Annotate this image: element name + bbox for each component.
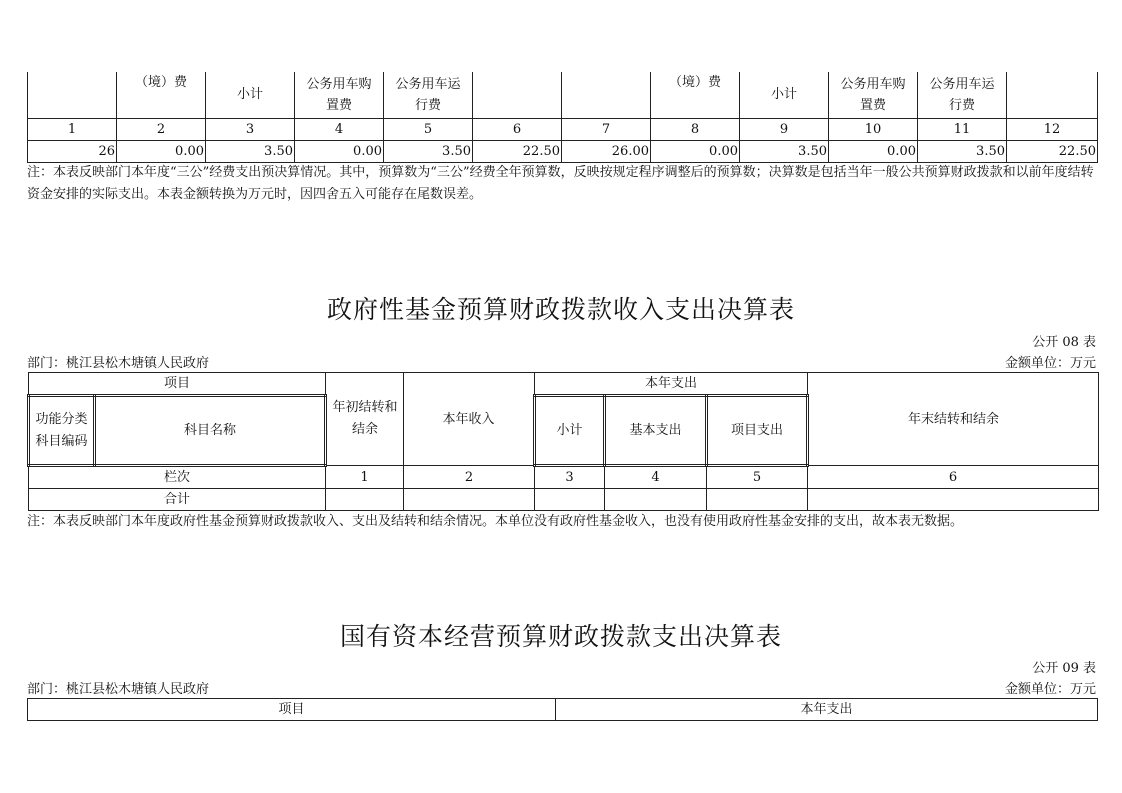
row-label: 栏次 xyxy=(29,466,326,489)
header-cell: 公务用车运行费 xyxy=(918,72,1007,118)
header-cell: 公务用车运行费 xyxy=(384,72,473,118)
col-number: 6 xyxy=(473,118,562,140)
value-cell: 0.00 xyxy=(829,140,918,162)
total-label: 合计 xyxy=(29,489,326,511)
value-cell: 3.50 xyxy=(384,140,473,162)
form-number: 公开 09 表 xyxy=(1032,661,1096,676)
fund-table xyxy=(27,372,1099,511)
col-number: 6 xyxy=(808,466,1099,489)
sangong-note: 注：本表反映部门本年度“三公”经费支出预决算情况。其中，预算数为“三公”经费全年预算数，反映按规定程序调整后的预算数；决算数是包括当年一般公共预算财政拨款和以前年度结转资金安排的实际支出。本表金额转换为万元时，因四舍五入可能存在尾数误差。 xyxy=(27,165,1094,202)
total-cell xyxy=(808,489,1099,511)
total-cell xyxy=(404,489,535,511)
header-project: 项目支出 xyxy=(707,396,808,466)
column-number-row xyxy=(28,118,1098,140)
header-expense: 本年支出 xyxy=(556,699,1098,721)
value-cell: 22.50 xyxy=(1007,140,1098,162)
form-number: 公开 08 表 xyxy=(1032,335,1096,350)
header-cell xyxy=(28,72,117,118)
value-row xyxy=(28,140,1098,162)
value-cell: 0.00 xyxy=(651,140,740,162)
header-carry-out: 年末结转和结余 xyxy=(808,373,1099,466)
header-code: 功能分类科目编码 xyxy=(29,396,95,466)
col-number: 5 xyxy=(384,118,473,140)
state-capital-table xyxy=(27,698,1098,721)
sangong-table xyxy=(27,72,1098,163)
department-label: 部门：桃江县松木塘镇人民政府 xyxy=(27,356,210,371)
unit-label: 金额单位：万元 xyxy=(1004,356,1096,371)
col-number: 1 xyxy=(28,118,117,140)
value-cell: 3.50 xyxy=(740,140,829,162)
col-number: 4 xyxy=(295,118,384,140)
header-cell: 公务用车购置费 xyxy=(829,72,918,118)
col-number: 12 xyxy=(1007,118,1098,140)
unit-label: 金额单位：万元 xyxy=(1004,682,1096,697)
col-number: 3 xyxy=(206,118,295,140)
table-header-row xyxy=(28,72,1098,118)
header-income: 本年收入 xyxy=(404,373,535,466)
header-name: 科目名称 xyxy=(95,396,326,466)
col-number: 2 xyxy=(404,466,535,489)
header-cell: （境）费 xyxy=(651,72,740,118)
header-cell: 公务用车购置费 xyxy=(295,72,384,118)
total-cell xyxy=(707,489,808,511)
state-capital-table-title: 国有资本经营预算财政拨款支出决算表 xyxy=(339,622,782,651)
value-cell: 3.50 xyxy=(918,140,1007,162)
col-number: 8 xyxy=(651,118,740,140)
col-number: 1 xyxy=(326,466,404,489)
value-cell: 22.50 xyxy=(473,140,562,162)
header-cell xyxy=(473,72,562,118)
col-number: 9 xyxy=(740,118,829,140)
col-number: 11 xyxy=(918,118,1007,140)
value-cell: 0.00 xyxy=(295,140,384,162)
value-cell: 26.00 xyxy=(562,140,651,162)
fund-note: 注：本表反映部门本年度政府性基金预算财政拨款收入、支出及结转和结余情况。本单位没有政府性基金收入，也没有使用政府性基金安排的支出，故本表无数据。 xyxy=(27,514,964,529)
header-cell: 小计 xyxy=(740,72,829,118)
col-number: 7 xyxy=(562,118,651,140)
header-expense: 本年支出 xyxy=(535,373,808,396)
header-carry-in: 年初结转和结余 xyxy=(326,373,404,466)
col-number: 2 xyxy=(117,118,206,140)
header-item: 项目 xyxy=(28,699,556,721)
total-cell xyxy=(326,489,404,511)
header-cell: 小计 xyxy=(206,72,295,118)
department-label: 部门：桃江县松木塘镇人民政府 xyxy=(27,682,210,697)
header-cell xyxy=(562,72,651,118)
value-cell: 0.00 xyxy=(117,140,206,162)
col-number: 4 xyxy=(605,466,707,489)
header-cell xyxy=(1007,72,1098,118)
header-item: 项目 xyxy=(29,373,326,396)
fund-table-title: 政府性基金预算财政拨款收入支出决算表 xyxy=(326,295,795,324)
header-basic: 基本支出 xyxy=(605,396,707,466)
col-number: 5 xyxy=(707,466,808,489)
col-number: 10 xyxy=(829,118,918,140)
header-cell: （境）费 xyxy=(117,72,206,118)
header-subtotal: 小计 xyxy=(535,396,605,466)
value-cell: 3.50 xyxy=(206,140,295,162)
total-cell xyxy=(535,489,605,511)
value-cell: 26 xyxy=(28,140,117,162)
col-number: 3 xyxy=(535,466,605,489)
total-cell xyxy=(605,489,707,511)
